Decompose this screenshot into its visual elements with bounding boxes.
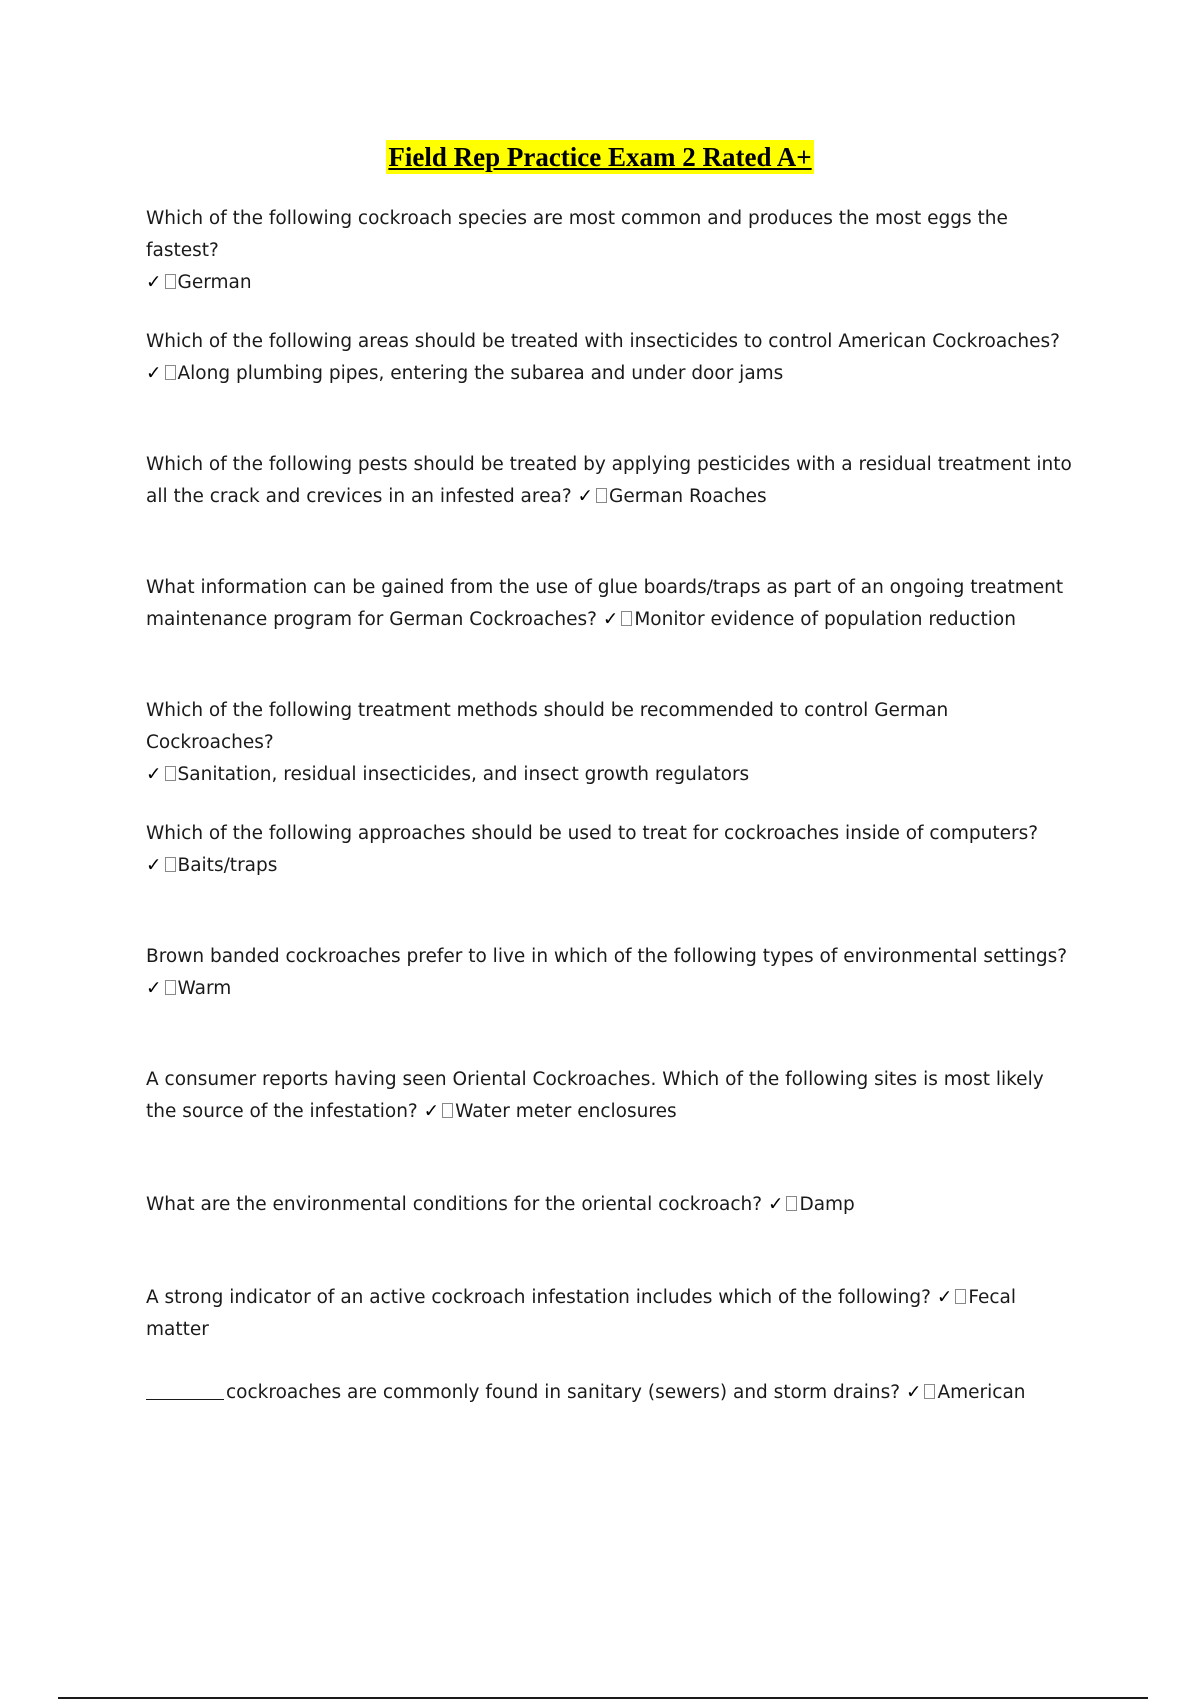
answer-text: Fecal matter [146, 1287, 1017, 1340]
answer-text: Sanitation, residual insecticides, and insect growth regulators [177, 764, 750, 785]
question-text: Which of the following cockroach species are most common and produces the most eggs the fastest? [146, 208, 1008, 261]
check-icon: ✓ [936, 1287, 953, 1308]
checkbox-placeholder-icon [442, 1103, 453, 1118]
answer-text: Along plumbing pipes, entering the subarea and under door jams [177, 363, 784, 384]
answer-text: Water meter enclosures [455, 1101, 677, 1122]
answer-text: Warm [177, 978, 232, 999]
checkbox-placeholder-icon [621, 611, 632, 626]
checkbox-placeholder-icon [955, 1289, 966, 1304]
question-text: cockroaches are commonly found in sanitary (sewers) and storm drains? [226, 1382, 901, 1403]
question-item [146, 818, 1076, 882]
answer-text: Baits/traps [177, 855, 278, 876]
question-text: Brown banded cockroaches prefer to live in which of the following types of environmental settings? [146, 946, 1068, 967]
footer-divider [58, 1697, 1148, 1699]
question-item [146, 1064, 1076, 1128]
check-icon: ✓ [146, 978, 162, 999]
checkbox-placeholder-icon [165, 980, 176, 995]
question-item [146, 203, 1076, 299]
question-text: What are the environmental conditions for the oriental cockroach? [146, 1194, 763, 1215]
check-icon: ✓ [767, 1194, 784, 1215]
checkbox-placeholder-icon [165, 766, 176, 781]
question-item [146, 326, 1076, 390]
question-text: What information can be gained from the use of glue boards/traps as part of an ongoing treatment maintenance program for German Cockroaches? [146, 577, 1064, 630]
checkbox-placeholder-icon [924, 1384, 935, 1399]
check-icon: ✓ [602, 609, 619, 630]
check-icon: ✓ [146, 363, 162, 384]
check-icon: ✓ [905, 1382, 922, 1403]
question-item [146, 941, 1076, 1005]
fill-in-blank-line [146, 1379, 224, 1400]
question-item [146, 1282, 1076, 1346]
question-item [146, 572, 1076, 636]
answer-text: Monitor evidence of population reduction [634, 609, 1016, 630]
check-icon: ✓ [423, 1101, 440, 1122]
question-text: Which of the following treatment methods should be recommended to control German Cockroaches? [146, 700, 949, 753]
check-icon: ✓ [577, 486, 594, 507]
checkbox-placeholder-icon [596, 488, 607, 503]
question-item [146, 449, 1076, 513]
answer-text: American [937, 1382, 1026, 1403]
question-text: A consumer reports having seen Oriental Cockroaches. Which of the following sites is most likely the source of the infestation? [146, 1069, 1044, 1122]
page-title: Field Rep Practice Exam 2 Rated A+ [388, 142, 812, 172]
check-icon: ✓ [146, 855, 162, 876]
question-text: Which of the following approaches should be used to treat for cockroaches inside of computers? [146, 823, 1039, 844]
check-icon: ✓ [146, 764, 162, 785]
title-container [0, 140, 1200, 174]
checkbox-placeholder-icon [786, 1196, 797, 1211]
answer-text: Damp [799, 1194, 855, 1215]
question-text: A strong indicator of an active cockroach infestation includes which of the following? [146, 1287, 931, 1308]
question-item [146, 695, 1076, 791]
answer-text: German [177, 272, 252, 293]
question-item [146, 1377, 1076, 1409]
answer-text: German Roaches [609, 486, 767, 507]
question-text: Which of the following areas should be treated with insecticides to control American Cockroaches? [146, 331, 1060, 352]
checkbox-placeholder-icon [165, 857, 176, 872]
question-text: Which of the following pests should be treated by applying pesticides with a residual treatment into all the crack and crevices in an infested area? [146, 454, 1072, 507]
check-icon: ✓ [146, 272, 162, 293]
checkbox-placeholder-icon [165, 274, 176, 289]
checkbox-placeholder-icon [165, 365, 176, 380]
question-item [146, 1189, 1076, 1221]
